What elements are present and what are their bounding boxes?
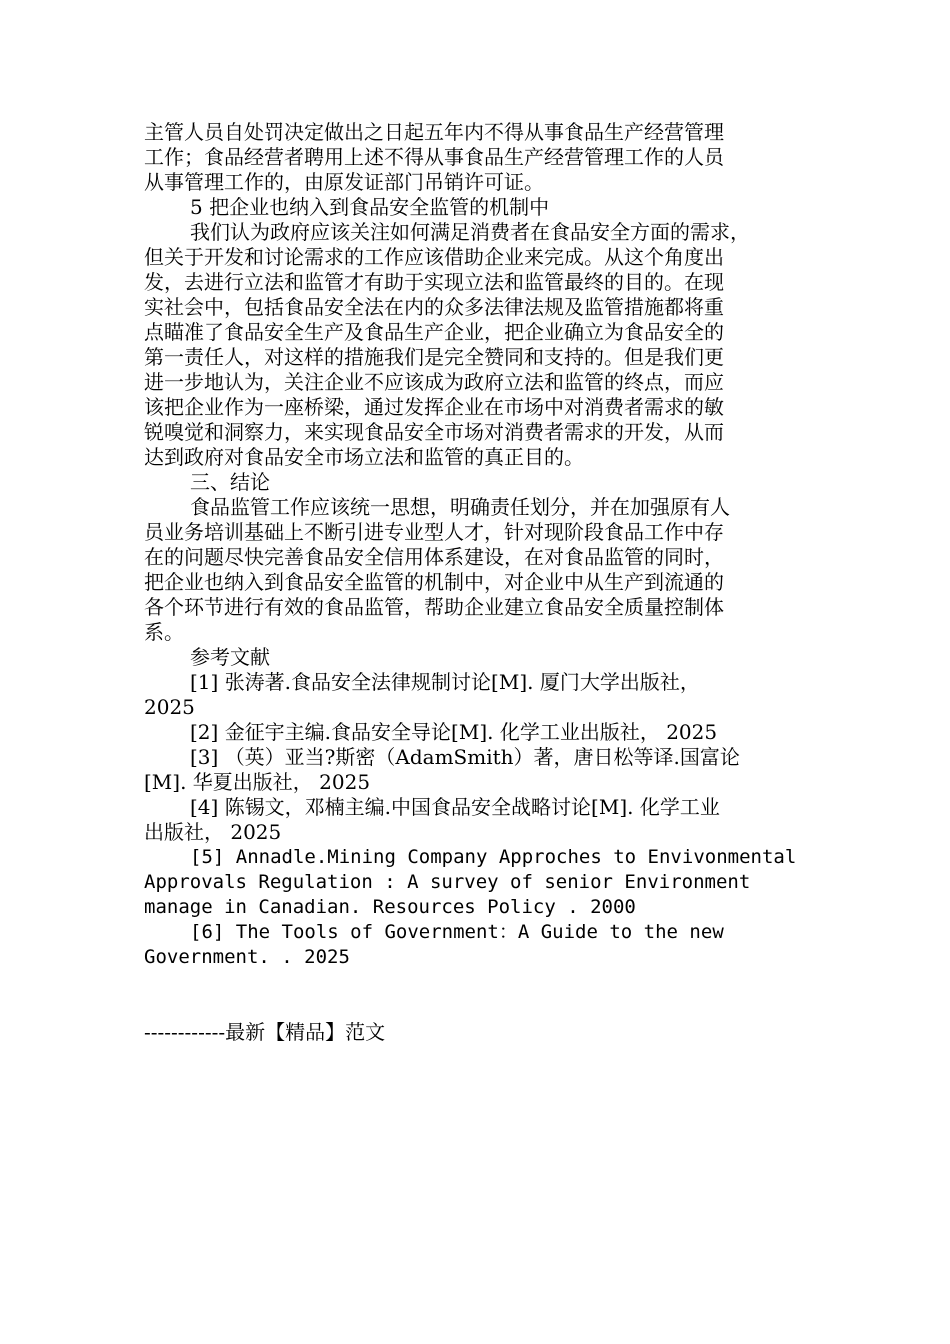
text-line: 员业务培训基础上不断引进专业型人才，针对现阶段食品工作中存 — [144, 520, 724, 544]
text-line: 发，去进行立法和监管才有助于实现立法和监管最终的目的。在现 — [144, 270, 724, 294]
text-line: 系。 — [144, 620, 184, 644]
text-line: 食品监管工作应该统一思想，明确责任划分，并在加强原有人 — [190, 495, 730, 519]
reference-line: Approvals Regulation : A survey of senior Environment — [144, 871, 751, 893]
text-line: 主管人员自处罚决定做出之日起五年内不得从事食品生产经营管理 — [144, 120, 724, 144]
text-line: 从事管理工作的，由原发证部门吊销许可证。 — [144, 170, 544, 194]
references-title: 参考文献 — [190, 645, 270, 669]
paragraph-enterprise — [144, 220, 814, 470]
paragraph-penalty — [144, 120, 814, 195]
reference-item-6 — [144, 920, 814, 970]
reference-line: [6] The Tools of Government：A Guide to the new — [190, 921, 724, 943]
document-body — [144, 120, 814, 970]
reference-item-4 — [144, 795, 814, 845]
page-footer: ------------最新【精品】范文 — [144, 1020, 386, 1044]
text-line: 把企业也纳入到食品安全监管的机制中，对企业中从生产到流通的 — [144, 570, 724, 594]
reference-line: [M]. 华夏出版社， 2025 — [144, 770, 371, 794]
paragraph-conclusion — [144, 495, 814, 645]
reference-line: manage in Canadian. Resources Policy . 2000 — [144, 896, 636, 918]
text-line: 锐嗅觉和洞察力，来实现食品安全市场对消费者需求的开发，从而 — [144, 420, 724, 444]
text-line: 达到政府对食品安全市场立法和监管的真正目的。 — [144, 445, 584, 469]
text-line: 第一责任人，对这样的措施我们是完全赞同和支持的。但是我们更 — [144, 345, 724, 369]
reference-line: [5] Annadle.Mining Company Approches to Envivonmental — [190, 846, 797, 868]
references-list — [144, 670, 814, 970]
text-line: 我们认为政府应该关注如何满足消费者在食品安全方面的需求， — [190, 220, 750, 244]
text-line: 实社会中，包括食品安全法在内的众多法律法规及监管措施都将重 — [144, 295, 724, 319]
reference-item-2 — [144, 720, 814, 745]
section-heading-conclusion: 三、结论 — [190, 470, 270, 494]
text-line: 该把企业作为一座桥梁，通过发挥企业在市场中对消费者需求的敏 — [144, 395, 724, 419]
text-line: 点瞄准了食品安全生产及食品生产企业，把企业确立为食品安全的 — [144, 320, 724, 344]
text-line: 进一步地认为，关注企业不应该成为政府立法和监管的终点，而应 — [144, 370, 724, 394]
reference-item-3 — [144, 745, 814, 795]
reference-line: [4] 陈锡文，邓楠主编.中国食品安全战略讨论[M]. 化学工业 — [190, 795, 720, 819]
text-line: 工作；食品经营者聘用上述不得从事食品生产经营管理工作的人员 — [144, 145, 724, 169]
reference-line: [1] 张涛著.食品安全法律规制讨论[M]. 厦门大学出版社， — [190, 670, 700, 694]
reference-item-5 — [144, 845, 814, 920]
section-heading-5: 5 把企业也纳入到食品安全监管的机制中 — [190, 195, 550, 219]
reference-line: [2] 金征宇主编.食品安全导论[M]. 化学工业出版社， 2025 — [190, 720, 718, 744]
reference-line: [3] （英）亚当?斯密（AdamSmith）著，唐日松等译.国富论 — [190, 745, 740, 769]
text-line: 在的问题尽快完善食品安全信用体系建设，在对食品监管的同时， — [144, 545, 724, 569]
text-line: 各个环节进行有效的食品监管，帮助企业建立食品安全质量控制体 — [144, 595, 724, 619]
reference-line: 出版社， 2025 — [144, 820, 282, 844]
reference-line: Government. . 2025 — [144, 946, 350, 968]
reference-item-1 — [144, 670, 814, 720]
text-line: 但关于开发和讨论需求的工作应该借助企业来完成。从这个角度出 — [144, 245, 724, 269]
reference-line: 2025 — [144, 695, 195, 719]
